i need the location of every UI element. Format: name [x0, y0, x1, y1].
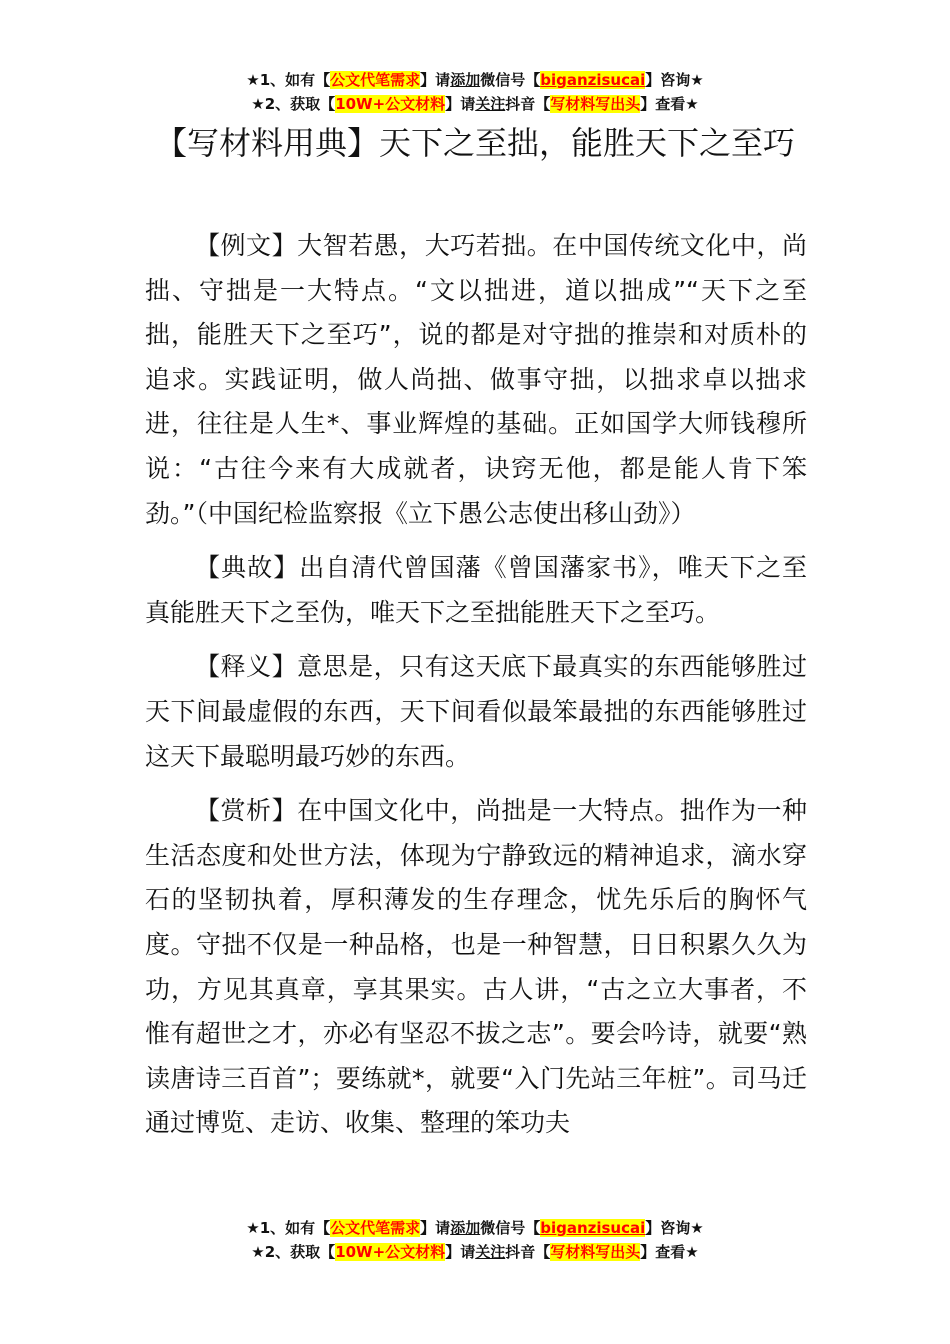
banner-line-1: [0, 1216, 950, 1240]
banner-emphasis: 关注: [475, 95, 506, 113]
banner-line-1: [0, 68, 950, 92]
paragraph-meaning: 【释义】意思是，只有这天底下最真实的东西能够胜过天下间最虚假的东西，天下间看似最笨最拙的东西能够胜过这天下最聪明最巧妙的东西。: [145, 652, 807, 771]
banner-highlight-materials: 10W+公文材料: [335, 1243, 446, 1261]
paragraph-example: 【例文】大智若愚，大巧若拙。在中国传统文化中，尚拙、守拙是一大特点。“文以拙进，道以拙成”“天下之至拙，能胜天下之至巧”，说的都是对守拙的推崇和对质朴的追求。实践证明，做人尚拙、做事守拙，以拙求卓以拙求进，往往是人生*、事业辉煌的基础。正如国学大师钱穆所说：“古往今来有大成就者，诀窍无他，都是能人肯下笨劲。”（中国纪检监察报《立下愚公志使出移山劲》）: [145, 231, 807, 528]
banner-text: 抖音【: [505, 95, 551, 113]
banner-text: ★1、如有【: [246, 1219, 331, 1237]
banner-emphasis: 关注: [475, 1243, 506, 1261]
banner-line-2: [0, 92, 950, 116]
banner-line-2: [0, 1240, 950, 1264]
banner-text: 】查看★: [640, 1243, 699, 1261]
banner-text: 】请: [445, 95, 476, 113]
banner-emphasis: 添加: [450, 71, 481, 89]
banner-text: 】咨询★: [645, 1219, 704, 1237]
footer-banner: [0, 1216, 950, 1264]
douyin-account: 写材料写出头: [550, 1243, 641, 1261]
banner-text: 】请: [420, 1219, 451, 1237]
wechat-id-link[interactable]: biganzisucai: [540, 71, 646, 89]
wechat-id-link[interactable]: biganzisucai: [540, 1219, 646, 1237]
banner-highlight-service: 公文代笔需求: [330, 71, 421, 89]
article-body: [145, 224, 807, 1156]
banner-text: 微信号【: [480, 71, 541, 89]
banner-highlight-service: 公文代笔需求: [330, 1219, 421, 1237]
banner-highlight-materials: 10W+公文材料: [335, 95, 446, 113]
douyin-account: 写材料写出头: [550, 95, 641, 113]
banner-text: 微信号【: [480, 1219, 541, 1237]
banner-text: 】咨询★: [645, 71, 704, 89]
banner-text: 】请: [420, 71, 451, 89]
paragraph-allusion: 【典故】出自清代曾国藩《曾国藩家书》，唯天下之至真能胜天下之至伪，唯天下之至拙能胜天下之至巧。: [145, 553, 807, 627]
header-banner: [0, 68, 950, 116]
banner-text: 】请: [445, 1243, 476, 1261]
banner-text: ★1、如有【: [246, 71, 331, 89]
banner-emphasis: 添加: [450, 1219, 481, 1237]
banner-text: 】查看★: [640, 95, 699, 113]
banner-text: 抖音【: [505, 1243, 551, 1261]
banner-text: ★2、获取【: [251, 1243, 336, 1261]
page-title: 【写材料用典】天下之至拙，能胜天下之至巧: [154, 124, 795, 162]
paragraph-appreciation: 【赏析】在中国文化中，尚拙是一大特点。拙作为一种生活态度和处世方法，体现为宁静致远的精神追求，滴水穿石的坚韧执着，厚积薄发的生存理念，忧先乐后的胸怀气度。守拙不仅是一种品格，也是一种智慧，日日积累久久为功，方见其真章，享其果实。古人讲，“古之立大事者，不惟有超世之才，亦必有坚忍不拔之志”。要会吟诗，就要“熟读唐诗三百首”；要练就*，就要“入门先站三年桩”。司马迁通过博览、走访、收集、整理的笨功夫: [145, 796, 807, 1138]
banner-text: ★2、获取【: [251, 95, 336, 113]
